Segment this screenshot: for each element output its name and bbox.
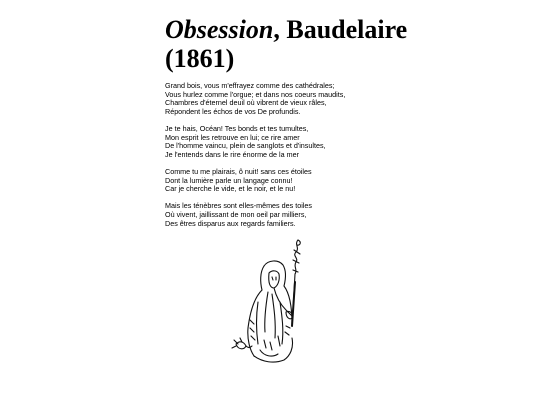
poem-line: Mais les ténèbres sont elles-mêmes des toiles [165,201,313,211]
poem-title-italic: Obsession [165,15,274,44]
poem-title [165,15,525,73]
stanza-2 [165,125,495,159]
hooded-figure-sketch-icon [220,232,320,392]
poem-line: Où vivent, jaillissant de mon oeil par milliers, [165,209,307,219]
poem-title-author: , Baudelaire [273,15,408,44]
poem-line: Mon esprit les retrouve en lui; ce rire amer [165,132,300,142]
poem-line: Dont la lumière parle un langage connu! [165,175,293,185]
poem-title-year: (1861) [165,44,235,73]
stanza-3 [165,168,495,194]
poem-line: Comme tu me plairais, ô nuit! sans ces étoiles [165,166,312,176]
poem-line: Je te hais, Océan! Tes bonds et tes tumultes, [165,123,309,133]
poem-body [165,82,495,237]
poem-line: Vous hurlez comme l'orgue; et dans nos coeurs maudits, [165,89,346,99]
poem-line: Car je cherche le vide, et le noir, et le nu! [165,184,296,194]
stanza-4 [165,202,495,228]
poem-line: De l'homme vaincu, plein de sanglots et d'insultes, [165,141,326,151]
poem-line: Des êtres disparus aux regards familiers. [165,218,296,228]
poem-line: Grand bois, vous m'effrayez comme des cathédrales; [165,81,335,90]
poem-line: Je l'entends dans le rire énorme de la mer [165,149,300,159]
poem-line: Chambres d'éternel deuil où vibrent de vieux râles, [165,98,327,108]
illustration [220,232,320,392]
poem-line: Répondent les échos de vos De profundis. [165,106,301,116]
stanza-1 [165,82,495,116]
